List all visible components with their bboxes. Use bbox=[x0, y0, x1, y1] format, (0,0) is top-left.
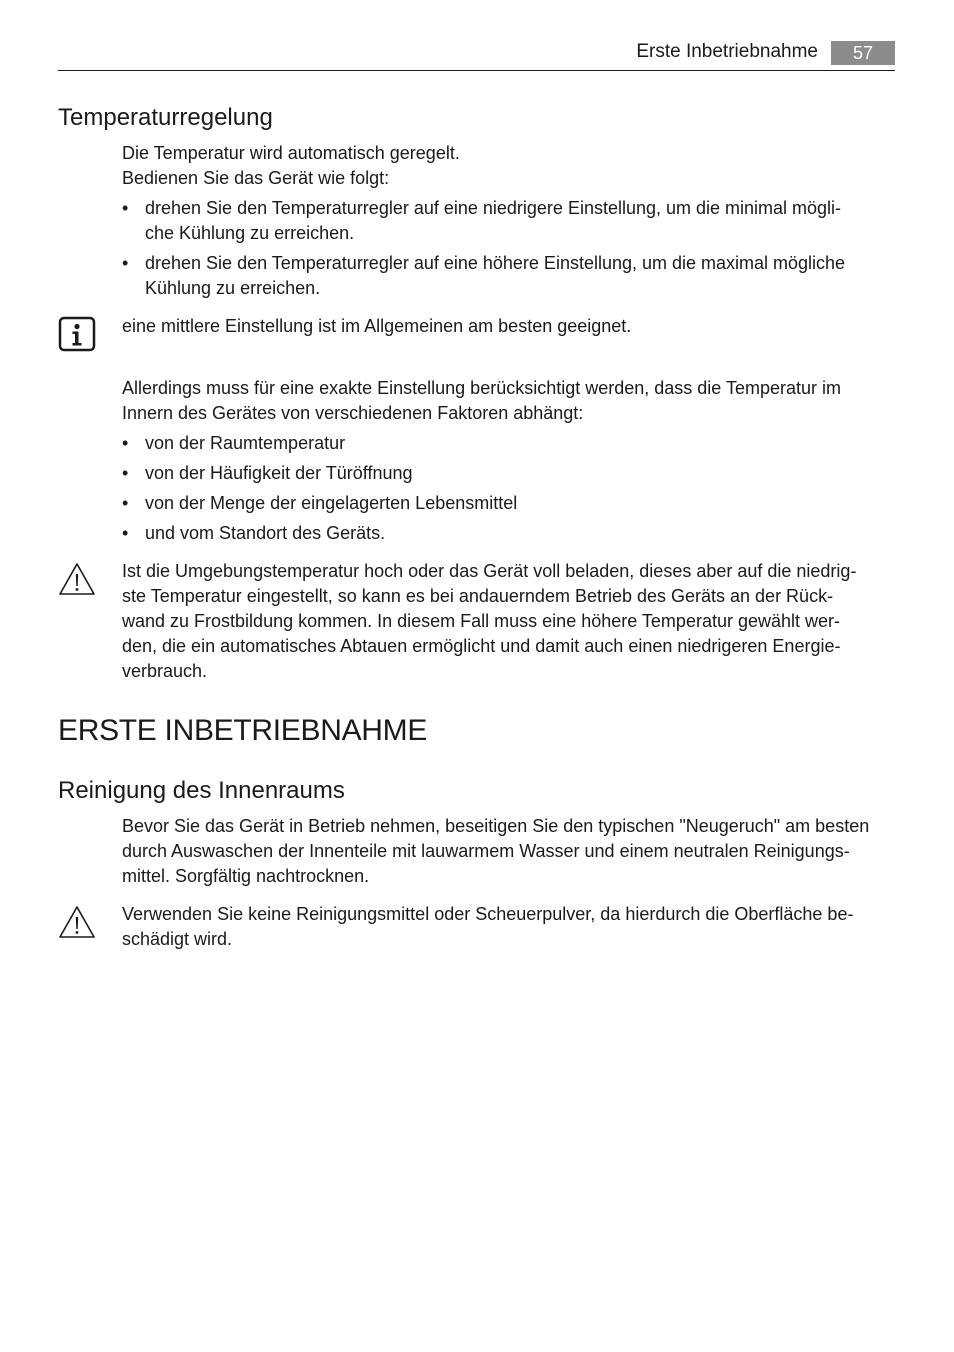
text-line: Bedienen Sie das Gerät wie folgt: bbox=[122, 168, 390, 188]
text-line: Kühlung zu erreichen. bbox=[145, 278, 321, 298]
text-line: von der Menge der eingelagerten Lebensmittel bbox=[145, 493, 518, 513]
text-line: den, die ein automatisches Abtauen ermöglicht und damit auch einen niedrigeren Energie- bbox=[122, 636, 841, 656]
bullet: • bbox=[122, 523, 129, 543]
text-line: mittel. Sorgfältig nachtrocknen. bbox=[122, 866, 370, 886]
header-title: Erste Inbetriebnahme bbox=[636, 41, 818, 62]
section-heading-cleaning: Reinigung des Innenraums bbox=[58, 777, 345, 804]
warning-triangle-icon bbox=[58, 904, 96, 940]
text-line: Allerdings muss für eine exakte Einstellung berücksichtigt werden, dass die Temperatur im bbox=[122, 378, 842, 398]
text-line: Verwenden Sie keine Reinigungsmittel oder Scheuerpulver, da hierdurch die Oberfläche be- bbox=[122, 904, 854, 924]
text-line: eine mittlere Einstellung ist im Allgemeinen am besten geeignet. bbox=[122, 316, 632, 336]
text-line: Bevor Sie das Gerät in Betrieb nehmen, beseitigen Sie den typischen "Neugeruch" am besten bbox=[122, 816, 870, 836]
chapter-heading: ERSTE INBETRIEBNAHME bbox=[58, 714, 428, 747]
text-line: von der Raumtemperatur bbox=[145, 433, 346, 453]
text-line: Ist die Umgebungstemperatur hoch oder das Gerät voll beladen, dieses aber auf die niedrig- bbox=[122, 561, 857, 581]
text-line: Die Temperatur wird automatisch geregelt. bbox=[122, 143, 460, 163]
text-line: verbrauch. bbox=[122, 661, 208, 681]
warning-paragraph-frost bbox=[122, 559, 895, 684]
info-note bbox=[122, 314, 895, 339]
intro-paragraph bbox=[122, 141, 895, 191]
warning-paragraph-cleaning bbox=[122, 902, 895, 952]
bullet: • bbox=[122, 433, 129, 453]
text-line: wand zu Frostbildung kommen. In diesem Fall muss eine höhere Temperatur gewählt wer- bbox=[122, 611, 841, 631]
text-line: drehen Sie den Temperaturregler auf eine niedrigere Einstellung, um die minimal mögli- bbox=[145, 198, 842, 218]
cleaning-paragraph bbox=[122, 814, 895, 889]
bullet: • bbox=[122, 198, 129, 218]
warning-triangle-icon bbox=[58, 561, 96, 597]
text-line: von der Häufigkeit der Türöffnung bbox=[145, 463, 413, 483]
text-line: durch Auswaschen der Innenteile mit lauwarmem Wasser und einem neutralen Reinigungs- bbox=[122, 841, 850, 861]
text-line: und vom Standort des Geräts. bbox=[145, 523, 386, 543]
header-rule bbox=[58, 70, 895, 71]
bullet: • bbox=[122, 253, 129, 273]
section-heading-temperature: Temperaturregelung bbox=[58, 104, 273, 131]
factors-intro bbox=[122, 376, 895, 426]
info-icon bbox=[58, 316, 96, 352]
text-line: Innern des Gerätes von verschiedenen Faktoren abhängt: bbox=[122, 403, 584, 423]
page-number: 57 bbox=[831, 41, 895, 65]
text-line: ste Temperatur eingestellt, so kann es bei andauerndem Betrieb des Geräts an der Rück- bbox=[122, 586, 834, 606]
bullet: • bbox=[122, 463, 129, 483]
text-line: che Kühlung zu erreichen. bbox=[145, 223, 355, 243]
text-line: drehen Sie den Temperaturregler auf eine höhere Einstellung, um die maximal mögliche bbox=[145, 253, 846, 273]
text-line: schädigt wird. bbox=[122, 929, 233, 949]
bullet: • bbox=[122, 493, 129, 513]
